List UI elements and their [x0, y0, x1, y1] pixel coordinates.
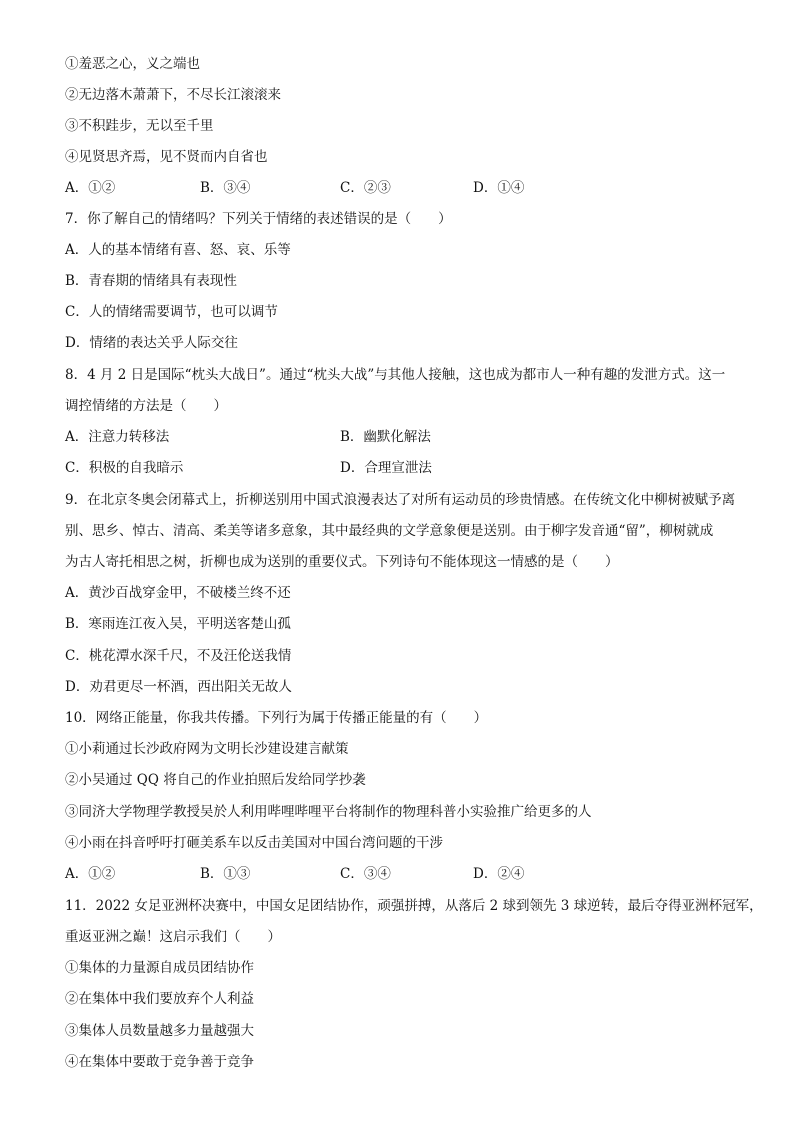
q9-stem-line-2: 别、思乡、悼古、清高、柔美等诸多意象，其中最经典的文学意象便是送别。由于柳字发音通“留”，柳树就成	[65, 523, 714, 539]
q8-option-c: C．积极的自我暗示	[65, 460, 184, 476]
q11-item-2: ②在集体中我们要放弃个人利益	[65, 991, 254, 1007]
q7-option-d: D．情绪的表达关乎人际交往	[65, 335, 238, 351]
q6-item-3: ③不积跬步，无以至千里	[65, 118, 214, 134]
q11-item-4: ④在集体中要敢于竞争善于竞争	[65, 1054, 254, 1070]
q9-option-b: B．寒雨连江夜入吴，平明送客楚山孤	[65, 616, 291, 632]
q11-stem-line-1: 11．2022 女足亚洲杯决赛中，中国女足团结协作，顽强拼搏，从落后 2 球到领先 3 球逆转，最后夺得亚洲杯冠军，	[65, 898, 763, 914]
q9-option-c: C．桃花潭水深千尺，不及汪伦送我情	[65, 648, 292, 664]
q10-item-1: ①小莉通过长沙政府网为文明长沙建设建言献策	[65, 741, 349, 757]
q10-option-a: A．①②	[65, 866, 116, 882]
q6-item-4: ④见贤思齐焉，见不贤而内自省也	[65, 149, 268, 165]
q10-item-2: ②小吴通过 QQ 将自己的作业拍照后发给同学抄袭	[65, 772, 366, 788]
q8-stem-line-1: 8．4 月 2 日是国际“枕头大战日”。通过“枕头大战”与其他人接触，这也成为都市人一种有趣的发泄方式。这一	[65, 367, 726, 383]
q10-option-c: C．③④	[340, 866, 391, 882]
q8-option-d: D．合理宣泄法	[340, 460, 432, 476]
q6-option-b: B．③④	[200, 180, 251, 196]
q8-stem-line-2: 调控情绪的方法是（ ）	[65, 398, 227, 414]
q9-stem-line-3: 为古人寄托相思之树，折柳也成为送别的重要仪式。下列诗句不能体现这一情感的是（ ）	[65, 554, 619, 570]
q10-option-d: D．②④	[473, 866, 525, 882]
q11-item-1: ①集体的力量源自成员团结协作	[65, 960, 254, 976]
q10-item-4: ④小雨在抖音呼吁打砸美系车以反击美国对中国台湾问题的干涉	[65, 835, 443, 851]
q9-stem-line-1: 9．在北京冬奥会闭幕式上，折柳送别用中国式浪漫表达了对所有运动员的珍贵情感。在传统文化中柳树被赋予离	[65, 492, 736, 508]
q6-item-2: ②无边落木萧萧下，不尽长江滚滚来	[65, 87, 281, 103]
q6-item-1: ①羞恶之心，义之端也	[65, 56, 200, 72]
q10-stem: 10．网络正能量，你我共传播。下列行为属于传播正能量的有（ ）	[65, 710, 488, 726]
q8-option-b: B．幽默化解法	[340, 429, 431, 445]
q11-stem-line-2: 重返亚洲之巅！这启示我们（ ）	[65, 929, 281, 945]
q6-option-d: D．①④	[473, 180, 525, 196]
q10-option-b: B．①③	[200, 866, 251, 882]
q6-option-a: A．①②	[65, 180, 116, 196]
q7-stem: 7．你了解自己的情绪吗？下列关于情绪的表述错误的是（ ）	[65, 211, 452, 227]
q10-item-3: ③同济大学物理学教授吴於人利用哔哩哔哩平台将制作的物理科普小实验推广给更多的人	[65, 804, 592, 820]
q9-option-d: D．劝君更尽一杯酒，西出阳关无故人	[65, 679, 292, 695]
q7-option-a: A．人的基本情绪有喜、怒、哀、乐等	[65, 242, 291, 258]
q7-option-b: B．青春期的情绪具有表现性	[65, 273, 237, 289]
q6-option-c: C．②③	[340, 180, 391, 196]
q9-option-a: A．黄沙百战穿金甲，不破楼兰终不还	[65, 585, 291, 601]
q11-item-3: ③集体人员数量越多力量越强大	[65, 1023, 254, 1039]
q8-option-a: A．注意力转移法	[65, 429, 170, 445]
q7-option-c: C．人的情绪需要调节，也可以调节	[65, 304, 278, 320]
